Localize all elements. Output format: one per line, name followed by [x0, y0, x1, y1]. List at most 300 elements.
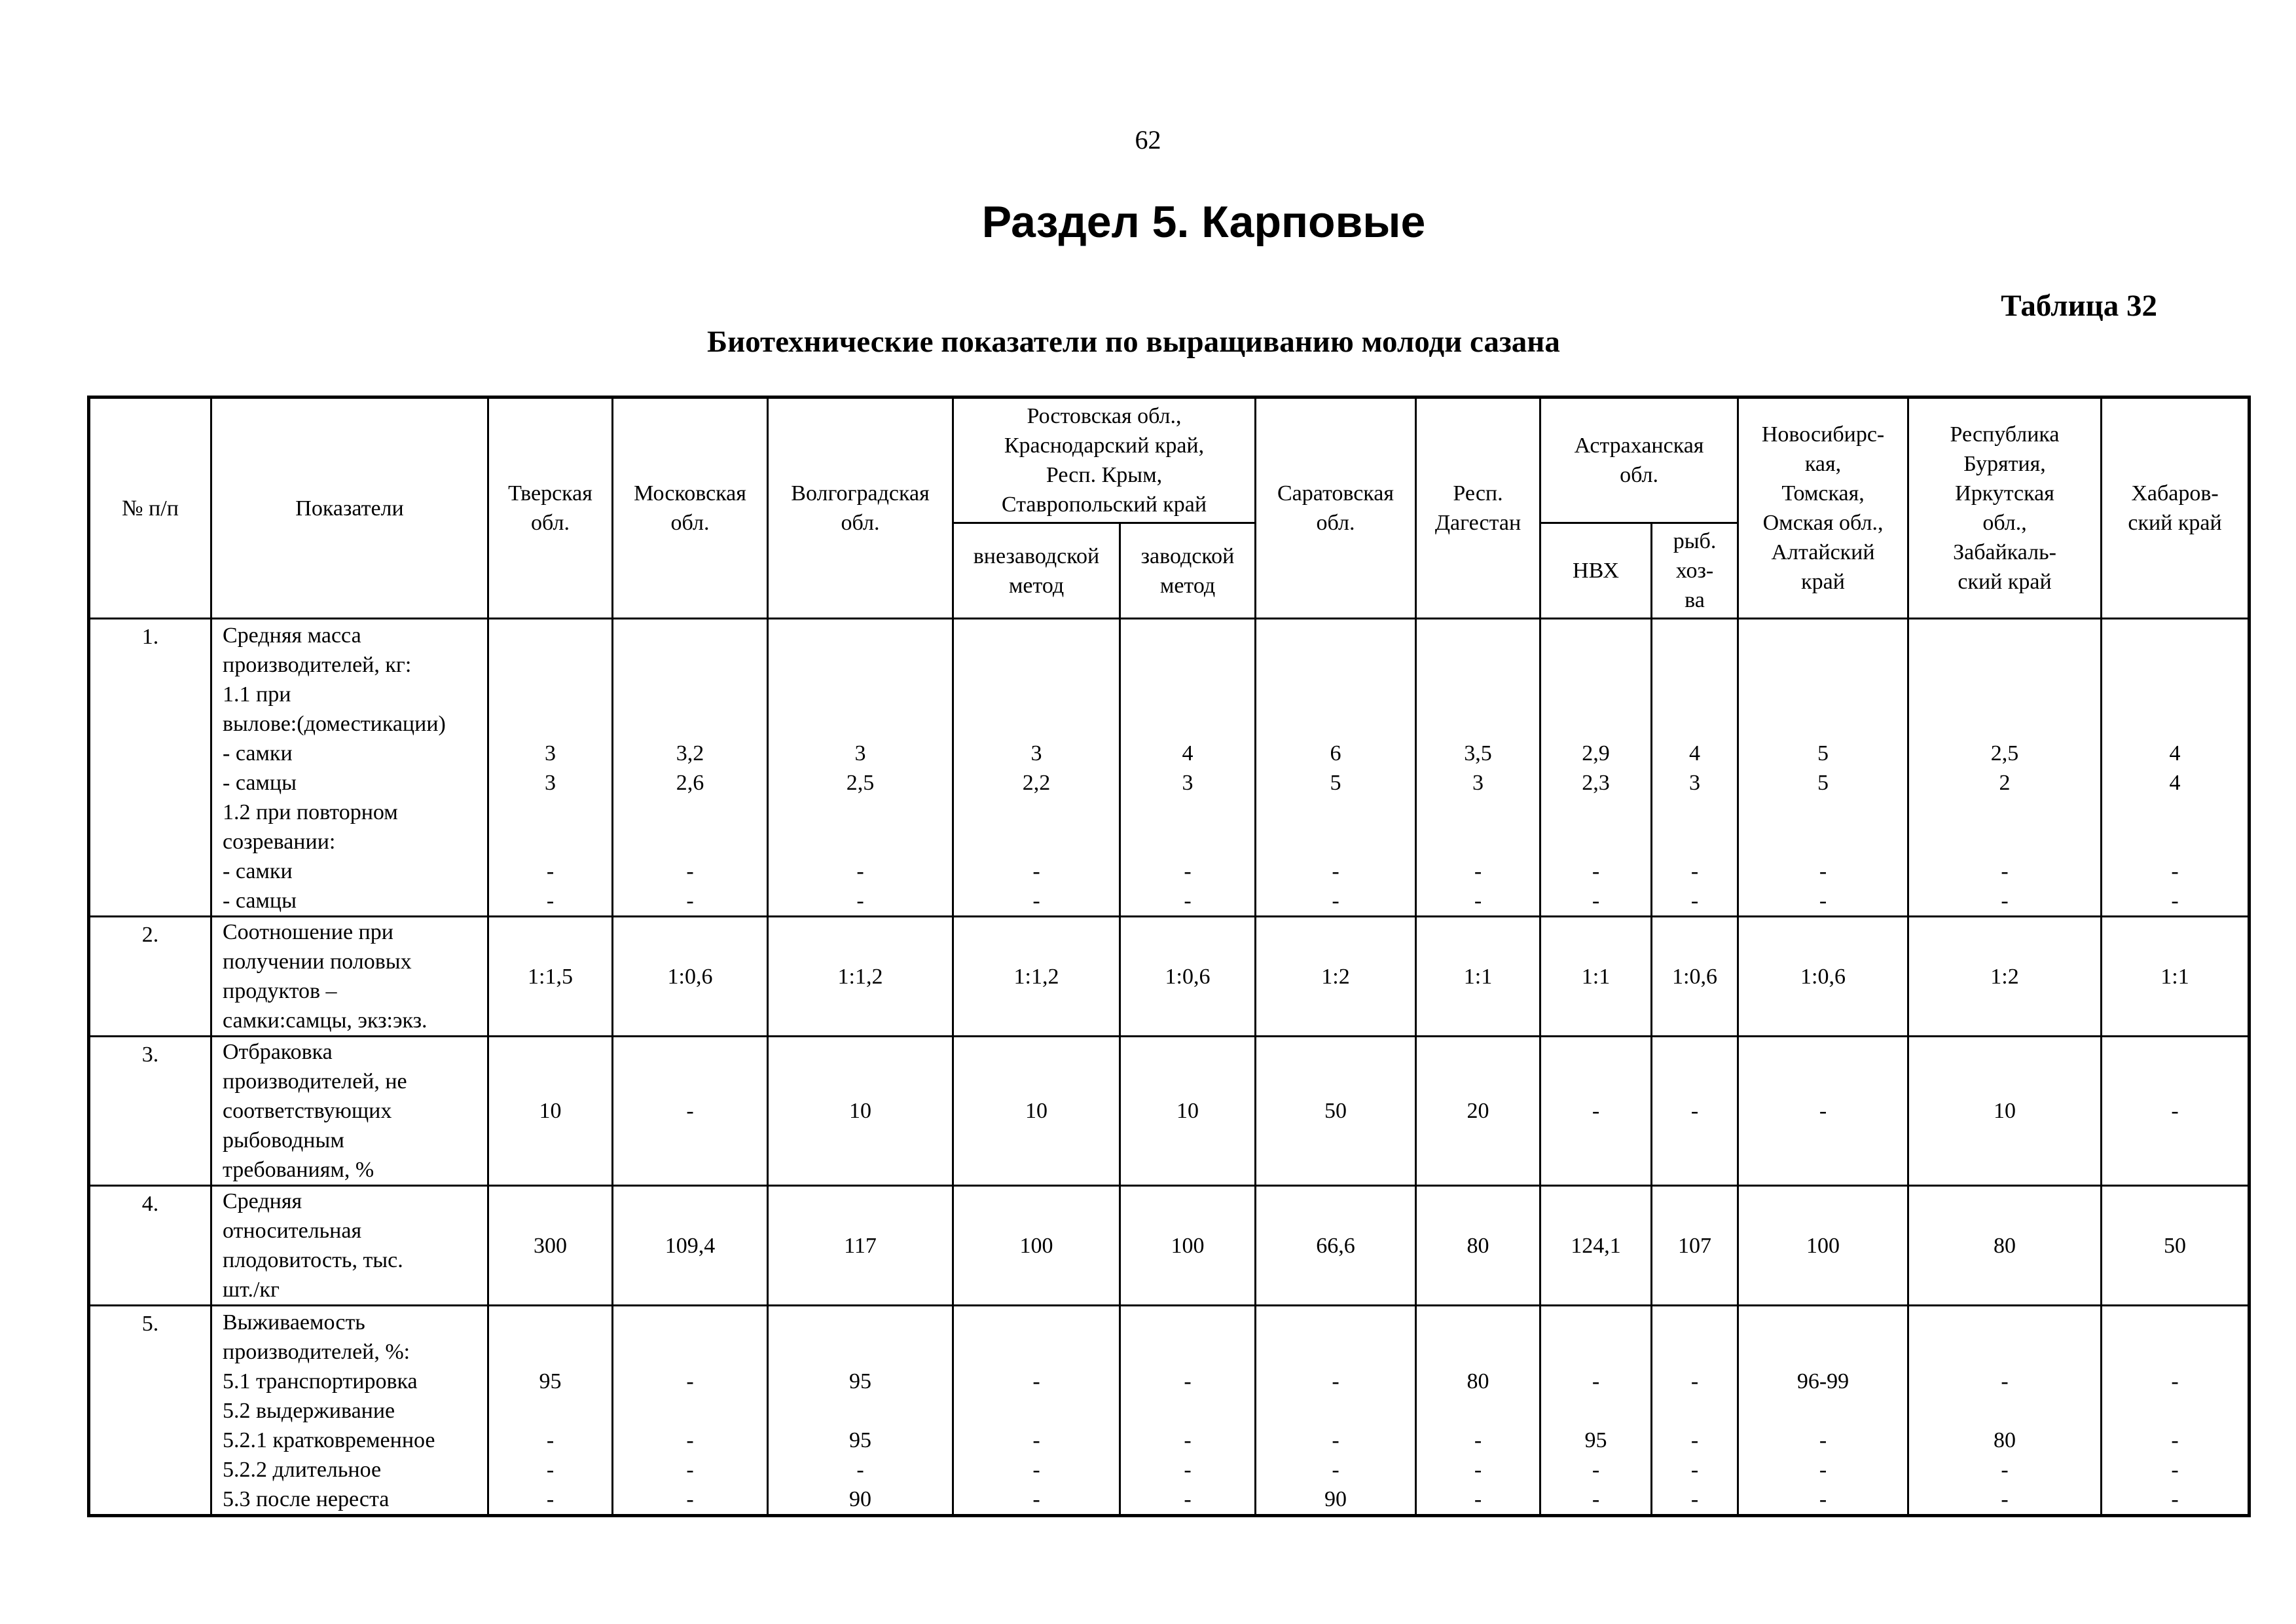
- value-cell: 50: [2102, 1186, 2250, 1306]
- value-line: [769, 1337, 952, 1367]
- value-cell: 10: [953, 1037, 1120, 1186]
- value-line: [1909, 709, 2100, 739]
- value-line: -: [1332, 859, 1339, 883]
- value-line: [613, 1337, 767, 1367]
- value-line: [954, 798, 1119, 827]
- value-line: 95: [539, 1369, 562, 1393]
- indicator-line: продуктов –: [223, 979, 337, 1003]
- value-line: -: [2001, 1487, 2009, 1511]
- value-line: 5: [1817, 741, 1829, 766]
- value-cell: 80: [1416, 1186, 1540, 1306]
- value-line: -: [686, 1428, 694, 1452]
- indicator-line: 5.2 выдерживание: [223, 1399, 395, 1423]
- value-line: -: [1819, 889, 1827, 913]
- value-line: -: [1184, 1487, 1192, 1511]
- value-line: [1121, 798, 1254, 827]
- value-line: -: [1592, 1487, 1600, 1511]
- value-line: 3: [545, 771, 556, 795]
- indicator-line: - самки: [223, 859, 293, 883]
- value-cell: 100: [953, 1186, 1120, 1306]
- header-astrakhan-nvh: НВХ: [1540, 523, 1652, 619]
- indicator-line: - самцы: [223, 771, 297, 795]
- value-line: [1739, 827, 1907, 857]
- value-line: [489, 709, 611, 739]
- value-line: [1121, 1396, 1254, 1426]
- value-line: [954, 650, 1119, 680]
- value-line: [1909, 1308, 2100, 1337]
- table-row: [89, 1306, 2250, 1516]
- value-line: -: [1474, 1458, 1482, 1482]
- value-line: [1541, 798, 1650, 827]
- value-line: [1739, 621, 1907, 650]
- header-buryatia: Республика Бурятия, Иркутская обл., Забайкаль- ский край: [1908, 397, 2102, 619]
- value-line: 2,6: [676, 771, 704, 795]
- value-line: -: [1690, 1428, 1699, 1452]
- indicator-line: - самцы: [223, 889, 297, 913]
- value-line: -: [856, 1458, 864, 1482]
- row-indicator: [211, 1186, 488, 1306]
- value-line: [613, 827, 767, 857]
- value-line: [1417, 650, 1539, 680]
- value-line: -: [1032, 1428, 1040, 1452]
- value-cell: 1:1: [2102, 917, 2250, 1037]
- value-cell: 80: [1908, 1186, 2102, 1306]
- value-line: [1256, 621, 1415, 650]
- indicator-line: вылове:(доместикации): [223, 712, 446, 736]
- value-cell: [1540, 619, 1652, 917]
- value-line: [489, 621, 611, 650]
- value-cell: [2102, 1306, 2250, 1516]
- header-rostov: Ростовская обл., Краснодарский край, Респ. Крым, Ставропольский край: [953, 397, 1256, 523]
- value-cell: 1:2: [1256, 917, 1416, 1037]
- indicator-line: рыбоводным: [223, 1128, 344, 1153]
- value-line: [613, 621, 767, 650]
- value-line: -: [1184, 1369, 1192, 1393]
- value-line: -: [546, 889, 555, 913]
- value-line: -: [2171, 889, 2179, 913]
- value-line: 4: [1689, 741, 1701, 766]
- value-cell: [1540, 1306, 1652, 1516]
- value-cell: 107: [1652, 1186, 1738, 1306]
- row-indicator: [211, 1306, 488, 1516]
- value-line: [1256, 798, 1415, 827]
- indicator-line: 5.2.2 длительное: [223, 1458, 382, 1482]
- header-num: № п/п: [89, 397, 211, 619]
- value-cell: [1256, 619, 1416, 917]
- value-line: 95: [849, 1428, 871, 1452]
- value-cell: [1738, 619, 1908, 917]
- indicator-line: соответствующих: [223, 1099, 392, 1123]
- value-line: [1739, 1308, 1907, 1337]
- value-line: 2,9: [1582, 741, 1610, 766]
- value-line: [954, 827, 1119, 857]
- value-cell: [1256, 1306, 1416, 1516]
- value-line: -: [1032, 1487, 1040, 1511]
- value-line: [1417, 709, 1539, 739]
- indicator-line: Средняя: [223, 1189, 302, 1213]
- value-line: [954, 621, 1119, 650]
- value-cell: 100: [1738, 1186, 1908, 1306]
- value-cell: 109,4: [613, 1186, 768, 1306]
- value-line: 4: [2169, 771, 2181, 795]
- value-line: -: [1032, 1369, 1040, 1393]
- value-cell: -: [2102, 1037, 2250, 1186]
- value-line: -: [1184, 889, 1192, 913]
- value-line: [769, 1396, 952, 1426]
- value-line: -: [1690, 889, 1699, 913]
- value-line: [1417, 1337, 1539, 1367]
- value-cell: [1416, 1306, 1540, 1516]
- table-row: [89, 1037, 2250, 1186]
- value-line: [613, 798, 767, 827]
- value-line: -: [2001, 859, 2009, 883]
- value-line: -: [1332, 1428, 1339, 1452]
- value-line: -: [2171, 1428, 2179, 1452]
- table-row: [89, 917, 2250, 1037]
- value-line: [1417, 1308, 1539, 1337]
- value-cell: 1:1: [1416, 917, 1540, 1037]
- value-cell: [1120, 1306, 1256, 1516]
- value-line: -: [686, 1487, 694, 1511]
- page-number: 62: [1135, 125, 1161, 155]
- value-line: 5: [1330, 771, 1341, 795]
- value-line: [1256, 650, 1415, 680]
- value-cell: 66,6: [1256, 1186, 1416, 1306]
- value-line: 3,5: [1464, 741, 1492, 766]
- indicator-line: созревании:: [223, 830, 336, 854]
- value-cell: 10: [768, 1037, 953, 1186]
- row-number: 1.: [89, 619, 211, 917]
- value-line: 5: [1817, 771, 1829, 795]
- value-cell: 124,1: [1540, 1186, 1652, 1306]
- value-line: [1541, 1337, 1650, 1367]
- value-line: [1909, 827, 2100, 857]
- value-line: -: [2001, 1458, 2009, 1482]
- header-moscow: Московская обл.: [613, 397, 768, 619]
- value-cell: [488, 1306, 613, 1516]
- value-cell: -: [1540, 1037, 1652, 1186]
- value-line: [769, 621, 952, 650]
- value-line: [613, 709, 767, 739]
- value-line: [769, 1308, 952, 1337]
- value-line: [1417, 1396, 1539, 1426]
- value-line: 2,5: [846, 771, 875, 795]
- value-line: -: [1474, 1428, 1482, 1452]
- value-line: [2102, 1337, 2248, 1367]
- header-volgograd: Волгоградская обл.: [768, 397, 953, 619]
- value-line: [1739, 709, 1907, 739]
- value-line: -: [1819, 1428, 1827, 1452]
- value-line: -: [856, 859, 864, 883]
- value-line: [1417, 827, 1539, 857]
- value-cell: 10: [488, 1037, 613, 1186]
- value-cell: [768, 619, 953, 917]
- header-rostov-plant: заводской метод: [1120, 523, 1256, 619]
- value-line: [1739, 798, 1907, 827]
- row-number: 3.: [89, 1037, 211, 1186]
- value-cell: [488, 619, 613, 917]
- value-line: [954, 1337, 1119, 1367]
- indicator-line: плодовитость, тыс.: [223, 1248, 403, 1272]
- value-line: [1541, 709, 1650, 739]
- value-cell: -: [613, 1037, 768, 1186]
- value-line: [1909, 680, 2100, 709]
- value-line: [769, 650, 952, 680]
- value-cell: 20: [1416, 1037, 1540, 1186]
- value-line: 90: [1324, 1487, 1347, 1511]
- indicator-line: - самки: [223, 741, 293, 766]
- value-line: [2102, 827, 2248, 857]
- value-line: 95: [1584, 1428, 1607, 1452]
- value-cell: 117: [768, 1186, 953, 1306]
- value-line: -: [1819, 1458, 1827, 1482]
- value-line: [1652, 709, 1737, 739]
- value-line: -: [1690, 1458, 1699, 1482]
- value-line: 3,2: [676, 741, 704, 766]
- value-line: [1652, 827, 1737, 857]
- value-line: 3: [1030, 741, 1042, 766]
- value-line: 90: [849, 1487, 871, 1511]
- section-title: Раздел 5. Карповые: [981, 197, 1426, 247]
- value-line: [2102, 680, 2248, 709]
- value-line: [1739, 1396, 1907, 1426]
- header-indicator: Показатели: [211, 397, 488, 619]
- value-cell: [1120, 619, 1256, 917]
- value-line: -: [1592, 1369, 1600, 1393]
- value-line: [1256, 827, 1415, 857]
- value-line: [954, 709, 1119, 739]
- value-line: 2,2: [1022, 771, 1051, 795]
- value-cell: 1:0,6: [613, 917, 768, 1037]
- value-line: [613, 1396, 767, 1426]
- value-line: 2,5: [1990, 741, 2019, 766]
- value-cell: [953, 1306, 1120, 1516]
- value-line: [1909, 650, 2100, 680]
- value-line: [954, 680, 1119, 709]
- value-line: [2102, 798, 2248, 827]
- value-line: -: [1184, 1458, 1192, 1482]
- value-line: 2: [1999, 771, 2011, 795]
- value-line: [2102, 621, 2248, 650]
- value-line: [1909, 1396, 2100, 1426]
- value-line: [1541, 1396, 1650, 1426]
- value-line: [1652, 621, 1737, 650]
- value-line: [1121, 709, 1254, 739]
- value-line: [1256, 709, 1415, 739]
- value-cell: 50: [1256, 1037, 1416, 1186]
- value-line: [769, 827, 952, 857]
- value-line: [1121, 1337, 1254, 1367]
- value-line: -: [1032, 889, 1040, 913]
- value-line: [1652, 1337, 1737, 1367]
- indicator-line: производителей, %:: [223, 1340, 410, 1364]
- value-line: [1256, 680, 1415, 709]
- value-line: [489, 650, 611, 680]
- value-cell: [953, 619, 1120, 917]
- value-line: [1256, 1337, 1415, 1367]
- value-line: -: [1332, 889, 1339, 913]
- value-line: [489, 1337, 611, 1367]
- value-line: -: [1332, 1369, 1339, 1393]
- row-number: 2.: [89, 917, 211, 1037]
- value-line: [1256, 1396, 1415, 1426]
- indicator-line: 1.2 при повторном: [223, 800, 398, 824]
- value-cell: -: [1738, 1037, 1908, 1186]
- row-indicator: [211, 917, 488, 1037]
- value-line: -: [686, 1369, 694, 1393]
- value-line: -: [546, 1487, 555, 1511]
- indicator-line: получении половых: [223, 950, 412, 974]
- value-line: [1121, 680, 1254, 709]
- value-cell: -: [1652, 1037, 1738, 1186]
- value-line: [489, 798, 611, 827]
- value-line: [489, 1396, 611, 1426]
- value-line: [1541, 680, 1650, 709]
- value-line: 4: [1182, 741, 1194, 766]
- value-line: -: [686, 889, 694, 913]
- value-line: -: [1690, 1487, 1699, 1511]
- value-cell: 1:1: [1540, 917, 1652, 1037]
- table-row: [89, 619, 2250, 917]
- value-line: [1652, 650, 1737, 680]
- value-cell: 1:0,6: [1652, 917, 1738, 1037]
- value-cell: 1:1,2: [953, 917, 1120, 1037]
- value-line: [1417, 798, 1539, 827]
- value-line: [489, 680, 611, 709]
- value-line: [1739, 1337, 1907, 1367]
- value-line: [1652, 1308, 1737, 1337]
- value-line: -: [1032, 859, 1040, 883]
- header-saratov: Саратовская обл.: [1256, 397, 1416, 619]
- value-line: [613, 1308, 767, 1337]
- value-line: [1909, 798, 2100, 827]
- indicator-line: Отбраковка: [223, 1040, 333, 1064]
- value-line: -: [1184, 859, 1192, 883]
- value-line: [1121, 827, 1254, 857]
- value-cell: [1416, 619, 1540, 917]
- indicator-line: 5.1 транспортировка: [223, 1369, 418, 1393]
- value-line: [613, 650, 767, 680]
- row-indicator: [211, 619, 488, 917]
- value-line: -: [1592, 859, 1600, 883]
- indicator-line: самки:самцы, экз:экз.: [223, 1008, 428, 1033]
- value-line: 80: [1467, 1369, 1489, 1393]
- value-line: -: [2001, 889, 2009, 913]
- value-line: [769, 798, 952, 827]
- value-line: -: [2171, 1458, 2179, 1482]
- value-cell: 1:1,5: [488, 917, 613, 1037]
- indicator-line: 5.2.1 кратковременное: [223, 1428, 435, 1452]
- value-line: -: [546, 1458, 555, 1482]
- value-cell: 1:1,2: [768, 917, 953, 1037]
- value-line: [1541, 621, 1650, 650]
- table-row: [89, 1186, 2250, 1306]
- value-line: [1739, 680, 1907, 709]
- value-line: [1909, 621, 2100, 650]
- value-line: 3: [1689, 771, 1701, 795]
- value-line: [1652, 1396, 1737, 1426]
- value-cell: 1:0,6: [1738, 917, 1908, 1037]
- value-line: -: [1184, 1428, 1192, 1452]
- value-line: [1541, 650, 1650, 680]
- value-line: 80: [1994, 1428, 2016, 1452]
- indicator-line: 1.1 при: [223, 682, 291, 707]
- row-number: 4.: [89, 1186, 211, 1306]
- value-line: 3: [1182, 771, 1194, 795]
- header-astrakhan: Астраханская обл.: [1540, 397, 1738, 523]
- value-line: -: [1332, 1458, 1339, 1482]
- value-line: [1739, 650, 1907, 680]
- value-line: [1417, 680, 1539, 709]
- value-cell: [1738, 1306, 1908, 1516]
- header-khabarovsk: Хабаров- ский край: [2102, 397, 2250, 619]
- value-line: -: [1032, 1458, 1040, 1482]
- table-number: Таблица 32: [2001, 289, 2157, 323]
- value-line: -: [1474, 859, 1482, 883]
- value-line: [1417, 621, 1539, 650]
- value-line: -: [1690, 859, 1699, 883]
- value-cell: 1:0,6: [1120, 917, 1256, 1037]
- value-line: -: [1592, 889, 1600, 913]
- value-line: [489, 1308, 611, 1337]
- value-line: [2102, 709, 2248, 739]
- header-rostov-outside-plant: внезаводской метод: [953, 523, 1120, 619]
- value-line: -: [1474, 1487, 1482, 1511]
- value-line: [1652, 798, 1737, 827]
- indicator-line: Соотношение при: [223, 920, 393, 944]
- value-line: -: [856, 889, 864, 913]
- indicator-line: шт./кг: [223, 1278, 280, 1302]
- indicator-line: производителей, не: [223, 1069, 407, 1094]
- value-line: -: [546, 1428, 555, 1452]
- value-cell: [1652, 1306, 1738, 1516]
- indicator-line: производителей, кг:: [223, 653, 412, 677]
- value-cell: [1908, 619, 2102, 917]
- value-line: [1121, 1308, 1254, 1337]
- biotech-table: [87, 396, 2251, 1517]
- indicator-line: 5.3 после нереста: [223, 1487, 390, 1511]
- value-line: -: [686, 1458, 694, 1482]
- value-line: 3: [1472, 771, 1484, 795]
- indicator-line: требованиям, %: [223, 1158, 374, 1182]
- value-cell: [1652, 619, 1738, 917]
- value-cell: 300: [488, 1186, 613, 1306]
- value-line: [769, 709, 952, 739]
- indicator-line: Средняя масса: [223, 623, 361, 648]
- value-line: [2102, 1396, 2248, 1426]
- indicator-line: относительная: [223, 1219, 362, 1243]
- value-line: [769, 680, 952, 709]
- value-line: 95: [849, 1369, 871, 1393]
- value-line: [954, 1396, 1119, 1426]
- value-line: [1121, 650, 1254, 680]
- value-cell: [613, 619, 768, 917]
- value-line: [1256, 1308, 1415, 1337]
- header-astrakhan-fish-farms: рыб. хоз- ва: [1652, 523, 1738, 619]
- value-line: 6: [1330, 741, 1341, 766]
- value-line: 96-99: [1796, 1369, 1850, 1393]
- value-line: -: [1690, 1369, 1699, 1393]
- value-line: -: [1592, 1458, 1600, 1482]
- value-line: -: [1474, 889, 1482, 913]
- value-line: 3: [854, 741, 866, 766]
- value-line: -: [2171, 1487, 2179, 1511]
- table-caption: Биотехнические показатели по выращиванию молоди сазана: [707, 325, 1560, 359]
- value-cell: [768, 1306, 953, 1516]
- row-indicator: [211, 1037, 488, 1186]
- value-line: [489, 827, 611, 857]
- value-line: 3: [545, 741, 556, 766]
